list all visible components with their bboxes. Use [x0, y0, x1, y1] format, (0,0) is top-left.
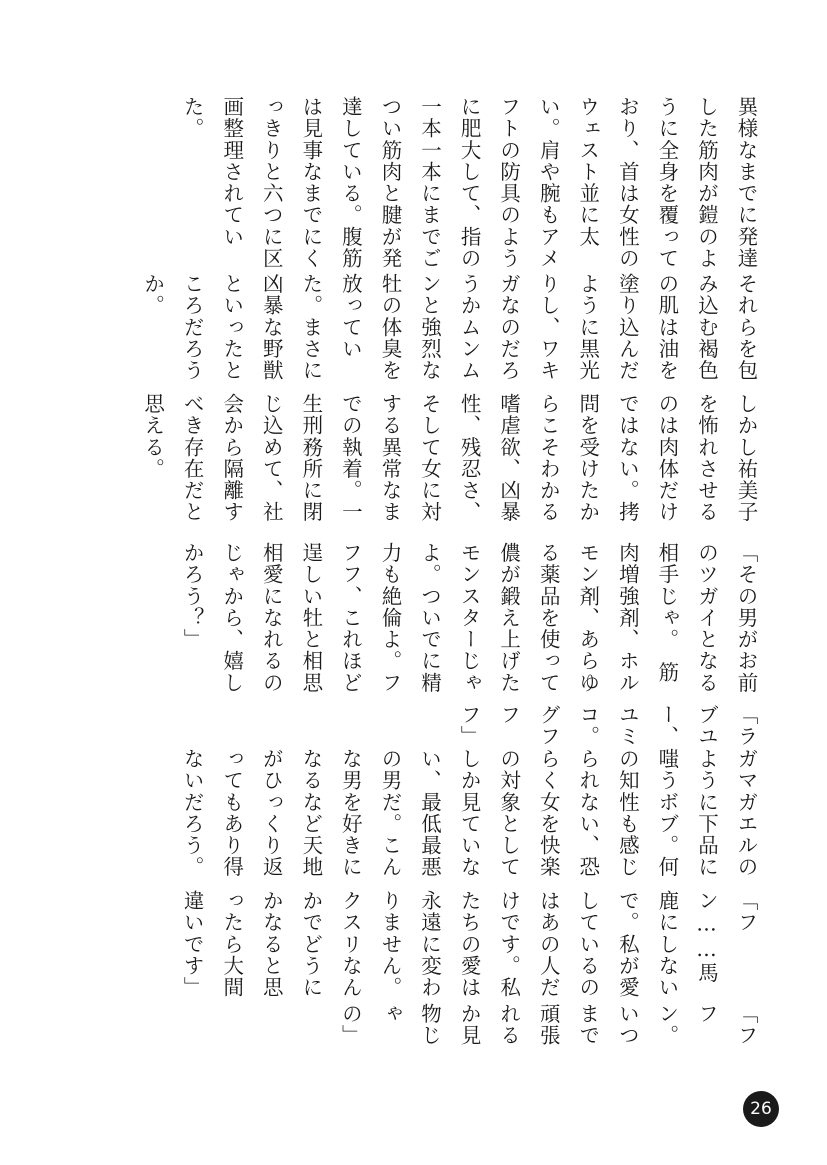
paragraph: それらを包み込む褐色の肌は油を塗り込んだように黒光りし、ワキガなのだろうかムンムンと強烈な牡の体臭を放っていた。まさに凶暴な野獣といったところだろうか。: [140, 273, 758, 382]
paragraph: ガマガエルのように下品に嗤うボブ。何の知性も感じられない、恐らく女を快楽の対象としてしか見ていない、最低最悪の男だ。こんな男を好きになるなど天地がひっくり返ってもあり得ないだろう。: [180, 747, 758, 878]
paragraph: 「ラブユー、ユミコ。グフフフ」: [457, 704, 758, 748]
paragraph: 「フフン。いつまで頑張れるか見物じゃの」: [338, 1002, 758, 1047]
body-text: [75, 96, 765, 1046]
paragraph: しかし祐美子を怖れさせるのは肉体だけではない。拷問を受けたからこそわかる嗜虐欲、凶暴性、残忍さ、そして女に対する異常なまでの執着。一生刑務所に閉じ込めて、社会から隔離すべき存在だと思える。: [140, 393, 758, 524]
paragraph: 異様なまでに発達した筋肉が鎧のように全身を覆っており、首は女性のウェスト並に太い。肩や腕もアメフトの防具のように肥大して、指の一本一本にまでごつい筋肉と腱が発達している。腹筋は見事なまでにくっきりと六つに区画整理されていた。: [180, 96, 758, 270]
paragraph: 「その男がお前のツガイとなる相手じゃ。 筋肉増強剤、ホルモン剤、あらゆる薬品を使って儂が鍛え上げたモンスターじゃよ。ついでに精力も絶倫よ。フフフ、これほど逞しい牡と相思相愛になれるのじゃから、嬉しかろう？」: [180, 542, 758, 694]
page-number: 26: [743, 1091, 779, 1127]
paragraph: 「フン……馬鹿にしないで。私が愛しているのはあの人だけです。私たちの愛は永遠に変わりません。クスリなんかでどうにかなると思ったら大間違いです」: [180, 889, 758, 999]
